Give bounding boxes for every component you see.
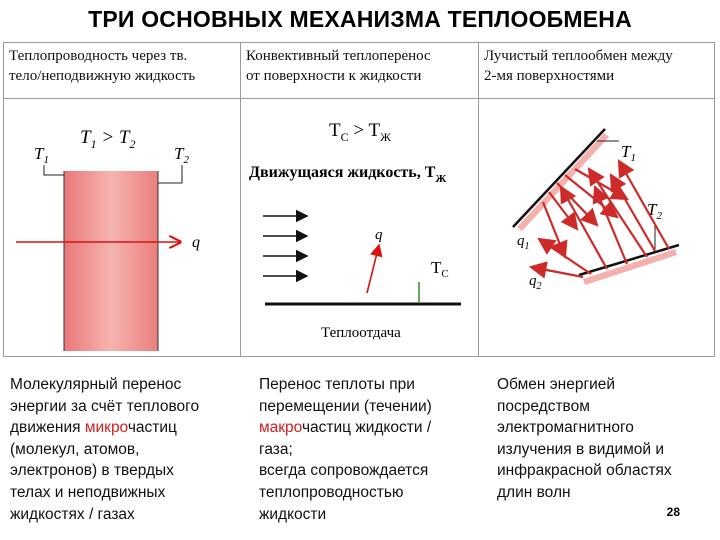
- header-convection: [240, 42, 478, 98]
- surface-1-shading: [517, 133, 609, 231]
- radiation-arrow: [565, 175, 617, 217]
- header-line: Лучистый теплообмен между: [484, 48, 673, 64]
- desc-line: электромагнитного: [497, 419, 634, 437]
- temperature-condition: $T_1 > T_2$: [80, 127, 136, 151]
- radiation-arrow: [575, 169, 627, 199]
- temperature-condition: $T_C > T_Ж$: [329, 120, 391, 144]
- convection-diagram: [241, 99, 478, 357]
- desc-line: жидкости: [259, 505, 327, 523]
- desc-conduction: [10, 374, 240, 525]
- desc-line: длин волн: [497, 483, 571, 501]
- radiation-diagram: [479, 99, 715, 357]
- t2-label: $T_2$: [647, 200, 662, 222]
- header-line: тело/неподвижную жидкость: [9, 68, 196, 84]
- desc-line: инфракрасной областях: [497, 462, 672, 480]
- desc-line: (молекул, атомов,: [10, 440, 140, 458]
- desc-line: Перенос теплоты при: [259, 376, 415, 393]
- t1-label: $T_1$: [621, 142, 636, 164]
- heat-flux-arrow: [367, 245, 379, 293]
- header-conduction: [3, 42, 240, 98]
- header-line: Конвективный теплоперенос: [246, 48, 431, 64]
- desc-line: [10, 417, 240, 439]
- surface-2-shading: [583, 249, 677, 285]
- header-radiation: [478, 42, 715, 98]
- q2-label: $q_2$: [529, 273, 542, 292]
- page-number: 28: [666, 505, 680, 519]
- heated-slab: [64, 171, 158, 351]
- moving-fluid-label: Движущаяся жидкость, $T_Ж$: [249, 164, 447, 185]
- desc-highlight: микро: [84, 419, 128, 437]
- slide-title: ТРИ ОСНОВНЫХ МЕХАНИЗМА ТЕПЛООБМЕНА: [88, 6, 632, 32]
- desc-line: жидкостях / газах: [10, 505, 135, 523]
- heat-transfer-label: Теплоотдача: [321, 325, 401, 341]
- header-line: Теплопроводность через тв.: [9, 48, 188, 64]
- desc-line: телах и неподвижных: [10, 483, 166, 501]
- desc-radiation: [497, 374, 712, 504]
- radiation-arrow: [549, 192, 577, 229]
- radiation-arrow: [539, 239, 591, 274]
- t1-label: $T_1$: [34, 144, 49, 166]
- desc-text: частиц жидкости /: [301, 419, 432, 437]
- desc-line: теплопроводностью: [259, 483, 404, 501]
- conduction-diagram: [4, 99, 240, 357]
- t2-label: $T_2$: [174, 144, 189, 166]
- t2-leader: [158, 165, 182, 183]
- surface-temperature-label: $T_C$: [431, 258, 449, 280]
- desc-convection: [259, 374, 474, 525]
- q1-label: $q_1$: [517, 233, 530, 252]
- t1-leader: [44, 165, 64, 175]
- desc-line: посредством: [497, 397, 590, 415]
- desc-line: перемещении (течении): [259, 397, 432, 415]
- heat-flux-label: q: [192, 234, 200, 251]
- desc-text: движения: [10, 419, 85, 437]
- desc-line: излучения в видимой и: [497, 440, 665, 458]
- header-line: от поверхности к жидкости: [246, 68, 422, 84]
- radiation-arrow: [531, 267, 583, 277]
- desc-text: частиц: [127, 419, 177, 437]
- desc-line: Молекулярный перенос: [10, 376, 182, 393]
- desc-line: [259, 417, 474, 439]
- radiation-arrow: [595, 187, 627, 264]
- header-line: 2-мя поверхностями: [484, 68, 615, 84]
- desc-line: всегда сопровождается: [259, 462, 429, 480]
- heat-flux-label: q: [375, 227, 383, 243]
- radiation-arrow: [619, 161, 669, 249]
- desc-line: электронов) в твердых: [10, 462, 174, 480]
- desc-line: газа;: [259, 440, 293, 458]
- desc-highlight: макро: [259, 419, 302, 437]
- desc-line: энергии за счёт теплового: [10, 397, 200, 415]
- desc-line: Обмен энергией: [497, 376, 616, 393]
